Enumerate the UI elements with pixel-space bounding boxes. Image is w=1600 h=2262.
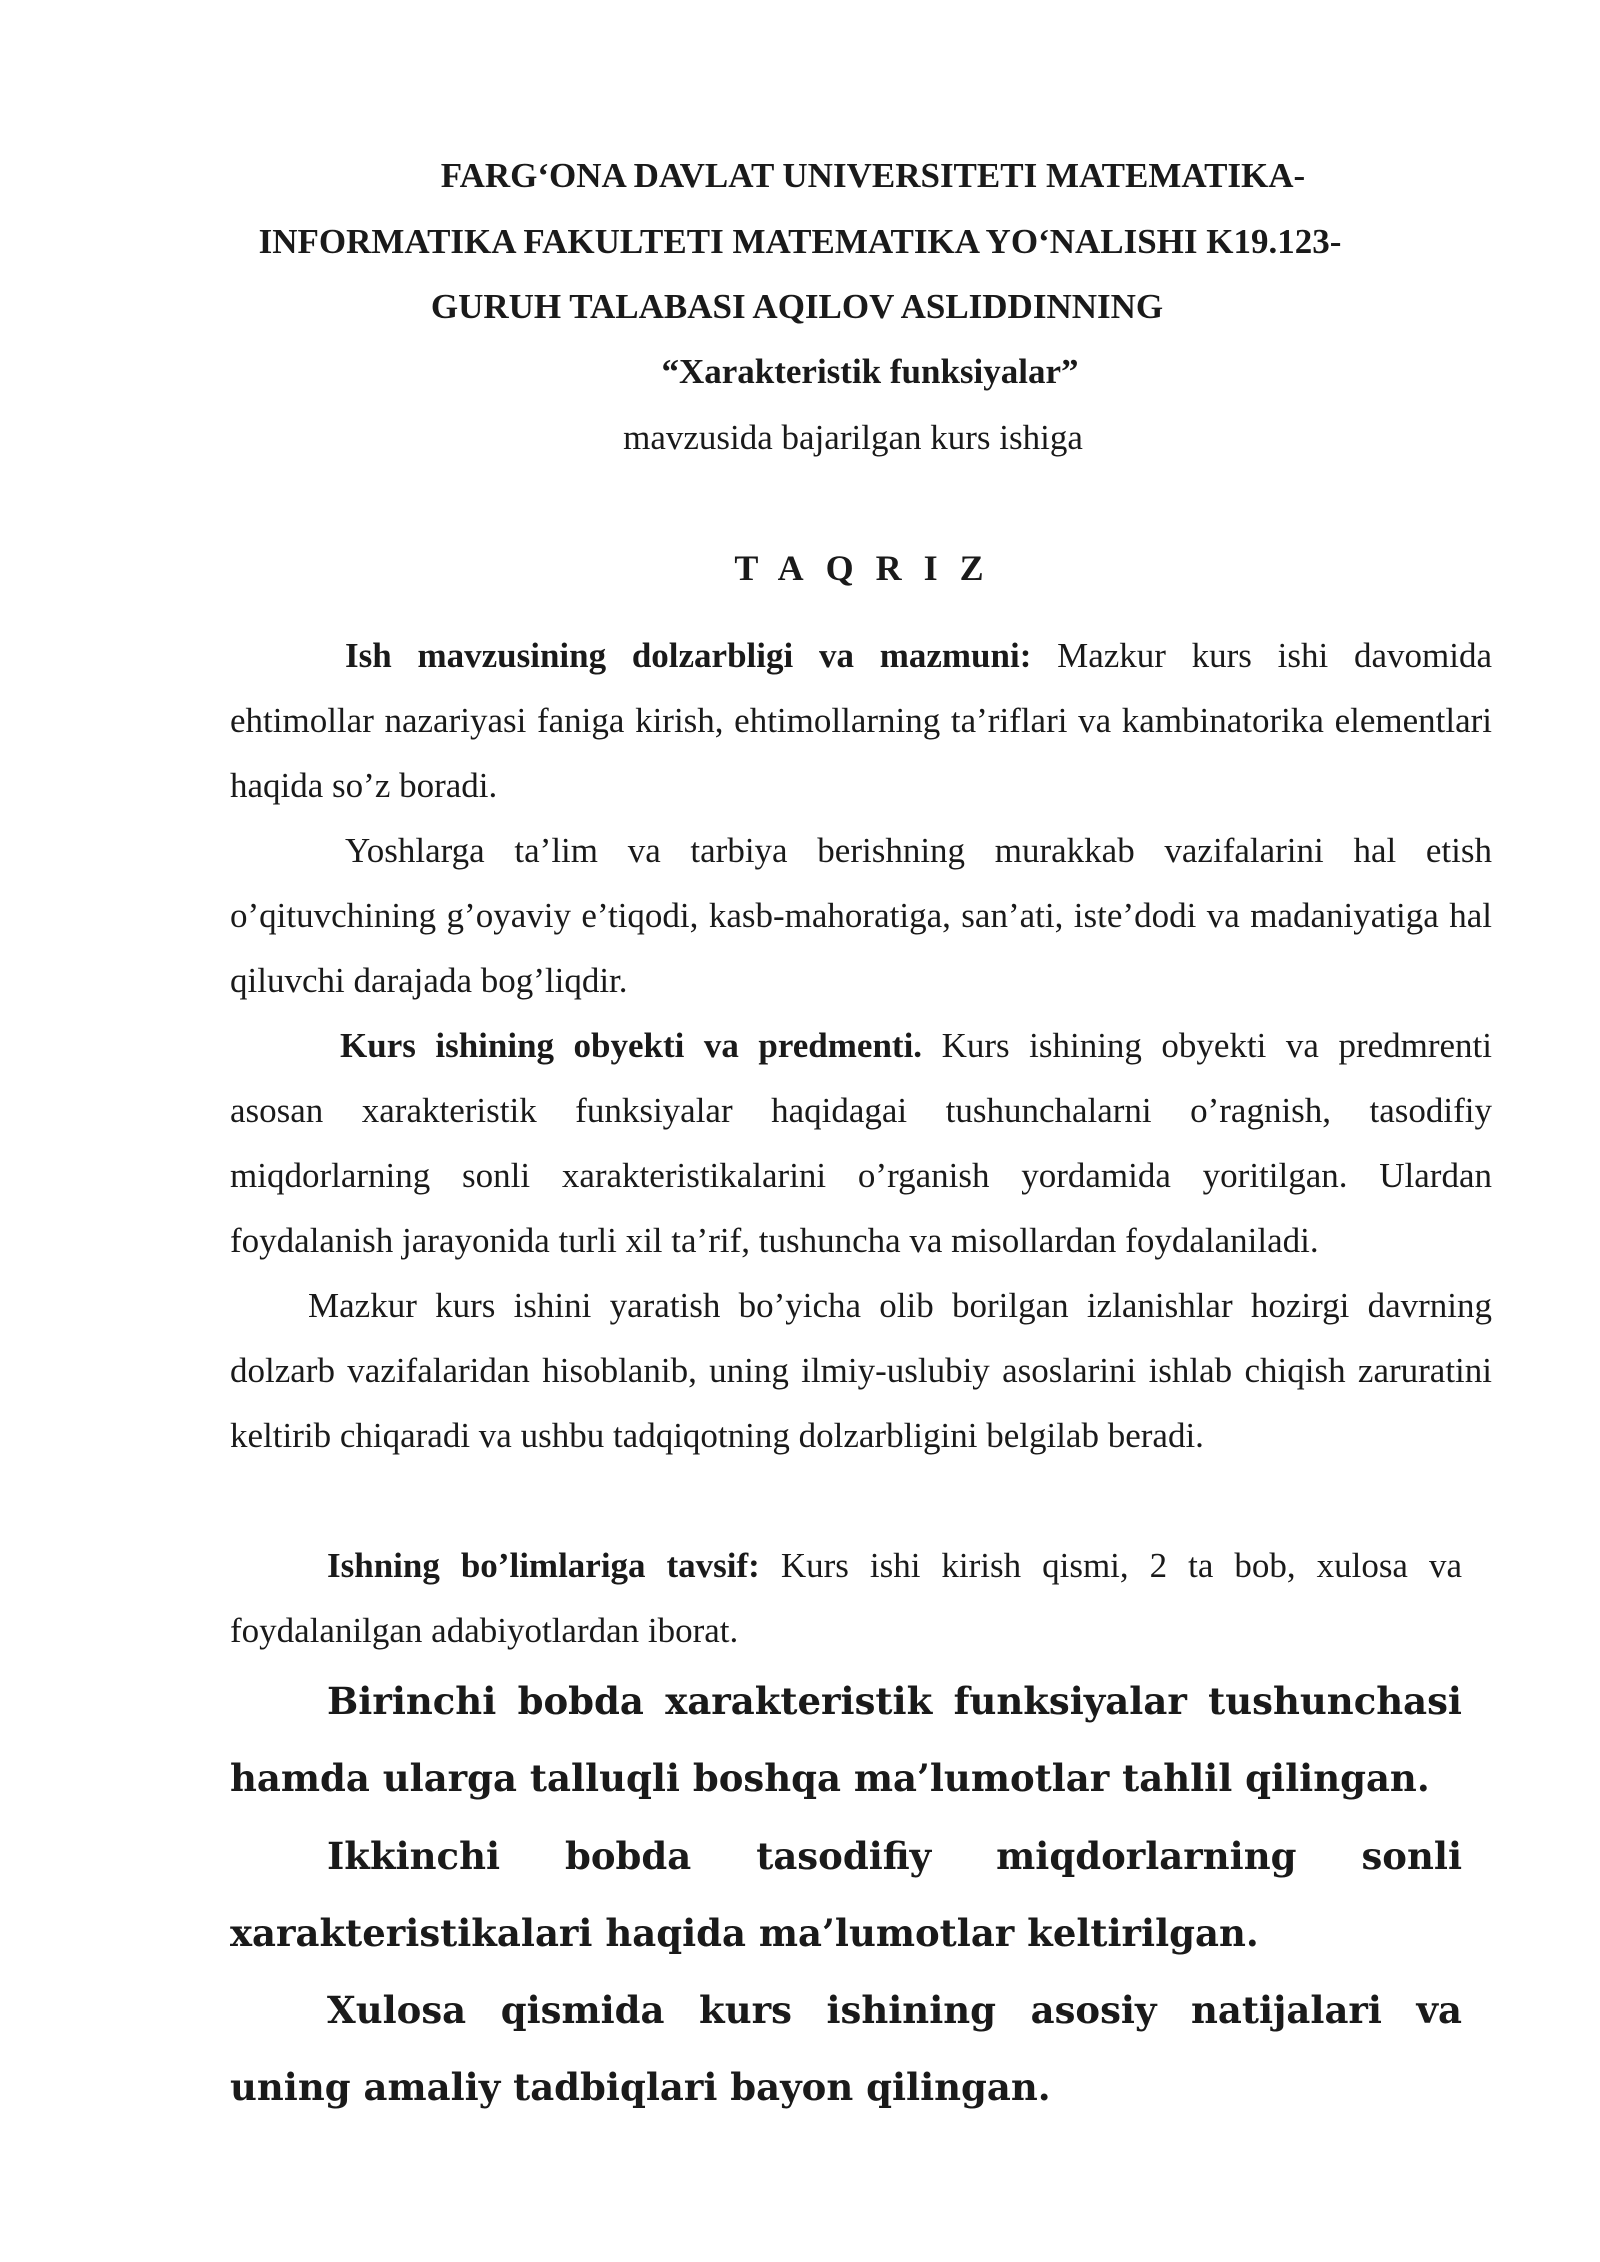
- topic-title: “Xarakteristik funksiyalar”: [661, 352, 1079, 391]
- header-line-3: GURUH TALABASI AQILOV ASLIDDINNING: [430, 287, 1164, 326]
- header-line-2: INFORMATIKA FAKULTETI MATEMATIKA YO‘NALISHI K19.123-: [258, 222, 1342, 261]
- paragraph-research: [230, 1273, 1492, 1468]
- paragraph-chapter-1: [230, 1663, 1462, 1817]
- paragraph-sections: [230, 1533, 1462, 1663]
- paragraph-education-text: Yoshlarga ta’lim va tarbiya berishning murakkab vazifalarini hal etish o’qituvchining g’oyaviy e’tiqodi, kasb-mahoratiga, san’ati, iste’dodi va madaniyatiga hal qiluvchi darajada bog’liqdir.: [230, 831, 1492, 1000]
- document-title: TAQRIZ: [734, 548, 1006, 588]
- paragraph-relevance: [230, 623, 1492, 818]
- paragraph-relevance-text: Mazkur kurs ishi davomida ehtimollar nazariyasi faniga kirish, ehtimollarning ta’riflari va kambinatorika elementlari haqida so’z boradi.: [230, 636, 1492, 805]
- paragraph-chapter-2: [230, 1818, 1462, 1972]
- paragraph-sections-heading: Ishning bo’limlariga tavsif:: [327, 1546, 760, 1585]
- paragraph-research-text: Mazkur kurs ishini yaratish bo’yicha olib borilgan izlanishlar hozirgi davrning dolzarb vazifalaridan hisoblanib, uning ilmiy-uslubiy asoslarini ishlab chiqish zaruratini keltirib chiqaradi va ushbu tadqiqotning dolzarbligini belgilab beradi.: [230, 1286, 1492, 1455]
- paragraph-sections-text: Kurs ishi kirish qismi, 2 ta bob, xulosa va foydalanilgan adabiyotlardan iborat.: [230, 1546, 1462, 1650]
- topic-subtitle: mavzusida bajarilgan kurs ishiga: [623, 418, 1083, 457]
- paragraph-chapter-1-text: Birinchi bobda xarakteristik funksiyalar tushunchasi hamda ularga talluqli boshqa ma’lumotlar tahlil qilingan.: [230, 1679, 1462, 1800]
- paragraph-object: [230, 1013, 1492, 1273]
- paragraph-relevance-heading: Ish mavzusining dolzarbligi va mazmuni:: [345, 636, 1032, 675]
- paragraph-chapter-2-text: Ikkinchi bobda tasodifiy miqdorlarning sonli xarakteristikalari haqida ma’lumotlar keltirilgan.: [230, 1834, 1462, 1955]
- paragraph-conclusion-text: Xulosa qismida kurs ishining asosiy natijalari va uning amaliy tadbiqlari bayon qilingan.: [230, 1988, 1462, 2109]
- paragraph-education: [230, 818, 1492, 1013]
- header-line-1: FARG‘ONA DAVLAT UNIVERSITETI MATEMATIKA-: [440, 156, 1306, 195]
- paragraph-object-text: Kurs ishining obyekti va predmrenti asosan xarakteristik funksiyalar haqidagai tushunchalarni o’ragnish, tasodifiy miqdorlarning sonli xarakteristikalarini o’rganish yordamida yoritilgan. Ulardan foydalanish jarayonida turli xil ta’rif, tushuncha va misollardan foydalaniladi.: [230, 1026, 1493, 1260]
- paragraph-object-heading: Kurs ishining obyekti va predmenti.: [340, 1026, 923, 1065]
- paragraph-conclusion: [230, 1972, 1462, 2126]
